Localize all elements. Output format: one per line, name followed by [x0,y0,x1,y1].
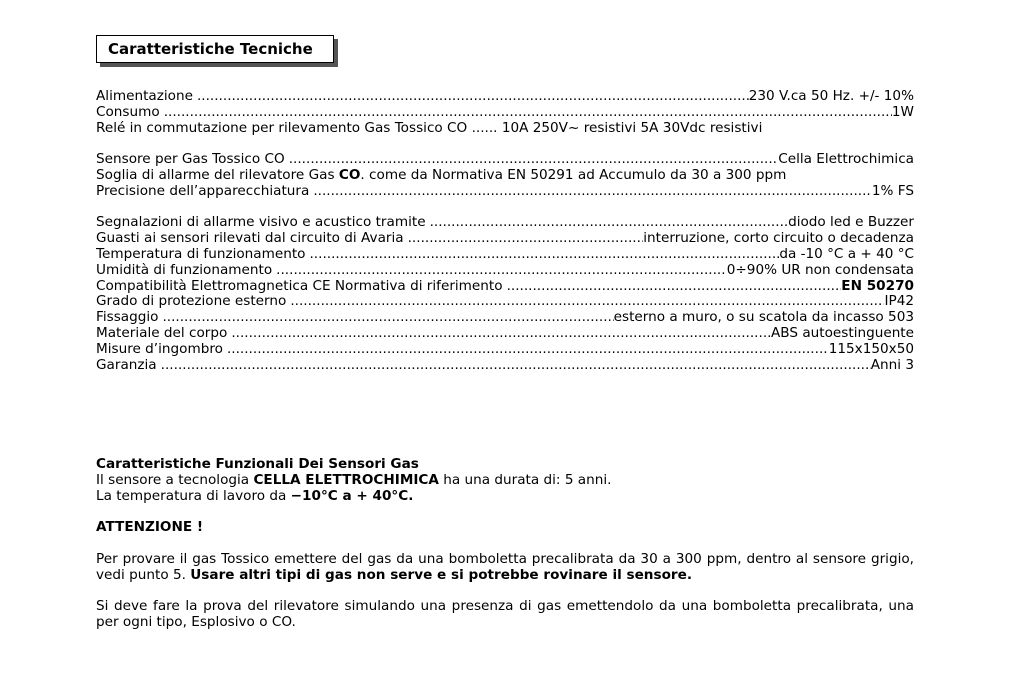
spec-value: 0÷90% UR non condensata [726,262,914,278]
spec-label: Sensore per Gas Tossico CO [96,152,285,168]
spec-value: interruzione, corto circuito o decadenza [643,231,914,247]
leader-dots [286,294,884,310]
line-text: ha una durata di: 5 anni. [438,471,612,488]
spec-value: diodo led e Buzzer [788,215,914,231]
warning-heading: ATTENZIONE ! [96,519,204,536]
spec-value: 1% FS [871,183,914,199]
spec-value: Cella Elettrochimica [778,152,914,168]
spec-row [96,279,914,295]
soglia-gas: CO [338,166,361,183]
paragraph-text: Per provare il gas Tossico emettere del gas da una bomboletta precalibrata da 30 a 300 ppm, dentro al sensore grigio, vedi punto 5. [96,550,914,583]
leader-dots [193,89,749,105]
spec-row [96,294,914,310]
spec-value: IP42 [884,294,914,310]
leader-dots [305,247,779,263]
spec-label: Precisione dell’apparecchiatura [96,183,310,199]
leader-dots [223,342,829,358]
spec-value: 1W [891,104,914,120]
rele-line: Relé in commutazione per rilevamento Gas Tossico CO ...... 10A 250V~ resistivi 5A 30Vdc resistivi [96,119,763,136]
spec-value: 115x150x50 [828,341,914,357]
working-temperature-line [96,489,914,505]
spec-value: ABS autoestinguente [770,325,914,341]
spec-row [96,263,914,279]
spec-row [96,231,914,247]
spec-row [96,358,914,374]
spec-value: EN 50270 [841,278,914,294]
spec-row [96,152,914,168]
soglia-post: . come da Normativa EN 50291 ad Accumulo da 30 a 300 ppm [360,166,787,183]
technology-name: CELLA ELETTROCHIMICA [253,471,439,488]
spec-label: Garanzia [96,357,157,373]
soglia-pre: Soglia di allarme del rilevatore Gas [96,166,339,183]
spec-label: Grado di protezione esterno [96,294,287,310]
technical-specs [96,89,914,373]
leader-dots [160,105,892,121]
spec-row [96,215,914,231]
line-text: Il sensore a tecnologia [96,471,254,488]
spec-row [96,247,914,263]
test-paragraph [96,552,914,584]
leader-dots [285,152,779,168]
spec-row [96,105,914,121]
spec-label: Umidità di funzionamento [96,262,273,278]
spec-value: 230 V.ca 50 Hz. +/- 10% [748,89,914,104]
soglia-line [96,168,914,184]
spec-row [96,326,914,342]
section-title: Caratteristiche Tecniche [108,40,313,58]
leader-dots [503,279,842,295]
leader-dots [309,184,872,200]
leader-dots [426,215,789,231]
spec-label: Alimentazione [96,89,193,104]
line-text: La temperatura di lavoro da [96,487,291,504]
functional-heading: Caratteristiche Funzionali Dei Sensori Gas [96,456,419,472]
spec-row [96,89,914,105]
spec-label: Temperatura di funzionamento [96,246,306,262]
spec-label: Consumo [96,104,160,120]
sensor-duration-line [96,473,914,489]
leader-dots [227,326,771,342]
simulation-paragraph: Si deve fare la prova del rilevatore simulando una presenza di gas emettendolo da una bomboletta precalibrata, una per ogni tipo, Esplosivo o CO. [96,598,914,630]
spec-label: Misure d’ingombro [96,341,223,357]
spec-label: Compatibilità Elettromagnetica CE Normativa di riferimento [96,278,503,294]
spec-label: Fissaggio [96,310,159,326]
spec-label: Segnalazioni di allarme visivo e acustico tramite [96,215,426,231]
warning-text: Usare altri tipi di gas non serve e si potrebbe rovinare il sensore. [190,566,693,583]
spec-row [96,310,914,326]
spec-row [96,184,914,200]
leader-dots [158,310,613,326]
spec-label: Materiale del corpo [96,325,228,341]
spec-value: Anni 3 [870,357,914,373]
temperature-range: −10°C a + 40°C. [290,487,414,504]
spec-value: da -10 °C a + 40 °C [779,246,914,262]
section-title-box [96,35,334,63]
leader-dots [404,231,644,247]
leader-dots [157,358,871,374]
leader-dots [272,263,727,279]
spec-value: esterno a muro, o su scatola da incasso 503 [613,310,914,326]
spec-label: Guasti ai sensori rilevati dal circuito di Avaria [96,231,404,247]
spec-row [96,342,914,358]
functional-section [96,457,914,631]
